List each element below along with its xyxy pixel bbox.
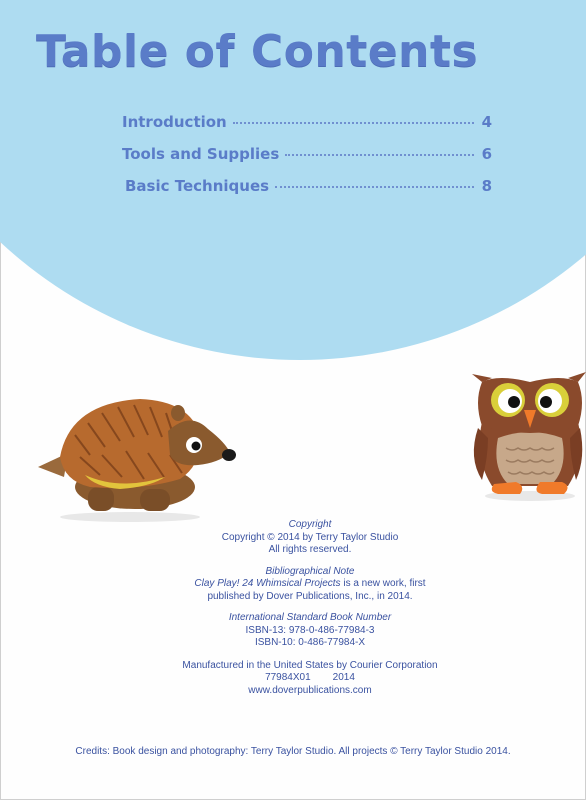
copyright-line: Copyright © 2014 by Terry Taylor Studio xyxy=(221,531,399,543)
print-year: 2014 xyxy=(332,672,355,683)
print-code-line xyxy=(170,672,450,685)
manufactured-line: Manufactured in the United States by Courier Corporation xyxy=(182,659,438,671)
rights-reserved-line: All rights reserved. xyxy=(268,544,352,555)
toc-entry-label: Basic Techniques xyxy=(125,177,270,195)
copyright-heading: Copyright xyxy=(288,519,332,530)
toc-entry-label: Tools and Supplies xyxy=(122,145,280,163)
toc-dot-leader xyxy=(275,186,474,188)
toc-entry-page: 6 xyxy=(481,145,492,163)
clay-hedgehog-image xyxy=(30,395,240,525)
toc-entry-label: Introduction xyxy=(122,113,227,131)
toc-entry-basic-techniques[interactable] xyxy=(122,177,492,209)
print-code: 77984X01 xyxy=(265,672,311,683)
bibliographical-note-line-1-rest: is a new work, first xyxy=(340,578,426,589)
toc-entry-page: 4 xyxy=(481,113,492,131)
table-of-contents xyxy=(122,113,492,209)
isbn-13: ISBN-13: 978-0-486-77984-3 xyxy=(245,624,375,636)
toc-dot-leader xyxy=(233,122,474,124)
bibliographical-note-heading: Bibliographical Note xyxy=(265,565,355,577)
copyright-info-block xyxy=(170,519,450,697)
book-title: Clay Play! 24 Whimsical Projects xyxy=(194,578,341,589)
credits-line: Credits: Book design and photography: Terry Taylor Studio. All projects © Terry Taylor Studio 2014. xyxy=(75,746,511,757)
page-title: Table of Contents xyxy=(36,26,479,77)
bibliographical-note-line-1 xyxy=(170,578,450,591)
bibliographical-note-line-2: published by Dover Publications, Inc., in 2014. xyxy=(207,590,413,602)
clay-owl-image xyxy=(468,368,586,503)
publisher-url[interactable]: www.doverpublications.com xyxy=(248,684,372,696)
toc-dot-leader xyxy=(285,154,474,156)
isbn-heading: International Standard Book Number xyxy=(228,612,392,623)
toc-entry-introduction[interactable] xyxy=(122,113,492,145)
toc-entry-page: 8 xyxy=(481,177,492,195)
toc-entry-tools-and-supplies[interactable] xyxy=(122,145,492,177)
isbn-10: ISBN-10: 0-486-77984-X xyxy=(254,637,366,648)
